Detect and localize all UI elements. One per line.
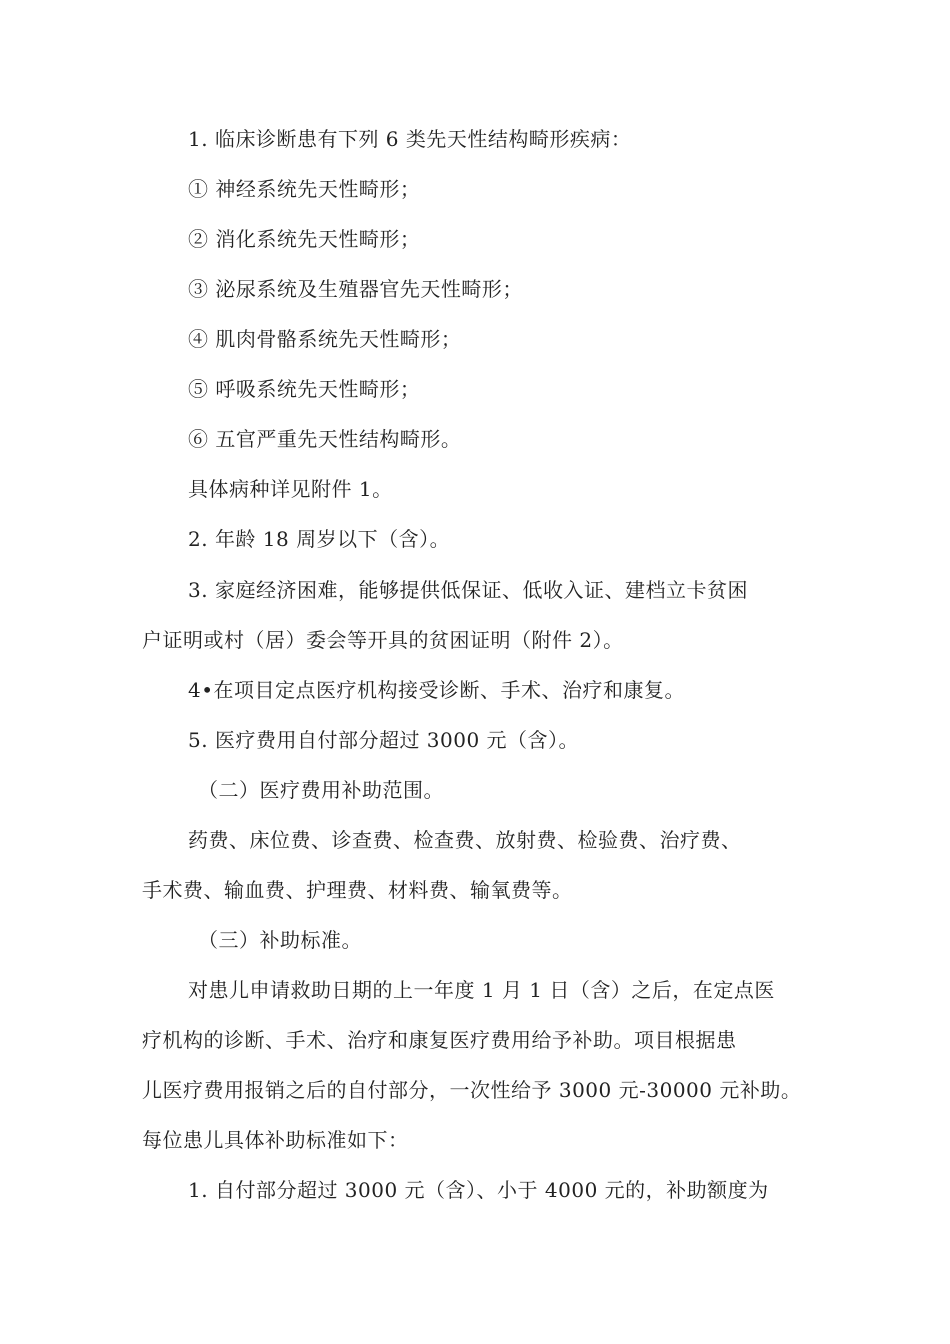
disease-item-5: ⑤ 呼吸系统先天性畸形； (188, 377, 421, 401)
disease-item-4: ④ 肌肉骨骼系统先天性畸形； (188, 327, 462, 351)
disease-item-3: ③ 泌尿系统及生殖器官先天性畸形； (188, 277, 523, 301)
section-heading-3: （三）补助标准。 (198, 928, 362, 952)
standard-paragraph-line-3: 儿医疗费用报销之后的自付部分，一次性给予 3000 元-30000 元补助。 (142, 1078, 802, 1102)
criteria-item-1: 1. 临床诊断患有下列 6 类先天性结构畸形疾病： (188, 127, 632, 151)
standard-paragraph-line-4: 每位患儿具体补助标准如下： (142, 1128, 409, 1152)
criteria-item-3: 3. 家庭经济困难，能够提供低保证、低收入证、建档立卡贫困 (188, 578, 748, 602)
standard-paragraph-line-1: 对患儿申请救助日期的上一年度 1 月 1 日（含）之后，在定点医 (188, 978, 775, 1002)
standard-paragraph-line-2: 疗机构的诊断、手术、治疗和康复医疗费用给予补助。项目根据患 (142, 1028, 737, 1052)
expense-range: 药费、床位费、诊查费、检查费、放射费、检验费、治疗费、 (188, 828, 742, 852)
section-heading-2: （二）医疗费用补助范围。 (198, 778, 444, 802)
expense-range-cont: 手术费、输血费、护理费、材料费、输氧费等。 (142, 878, 573, 902)
criteria-item-5: 5. 医疗费用自付部分超过 3000 元（含）。 (188, 728, 580, 752)
disease-item-2: ② 消化系统先天性畸形； (188, 227, 421, 251)
criteria-item-2: 2. 年龄 18 周岁以下（含）。 (188, 527, 451, 551)
standard-item-1: 1. 自付部分超过 3000 元（含）、小于 4000 元的，补助额度为 (188, 1178, 769, 1202)
criteria-item-4: 4•在项目定点医疗机构接受诊断、手术、治疗和康复。 (188, 678, 686, 702)
disease-item-6: ⑥ 五官严重先天性结构畸形。 (188, 427, 462, 451)
attachment-note: 具体病种详见附件 1。 (188, 477, 393, 501)
criteria-item-3-cont: 户证明或村（居）委会等开具的贫困证明（附件 2）。 (142, 628, 624, 652)
disease-item-1: ① 神经系统先天性畸形； (188, 177, 421, 201)
